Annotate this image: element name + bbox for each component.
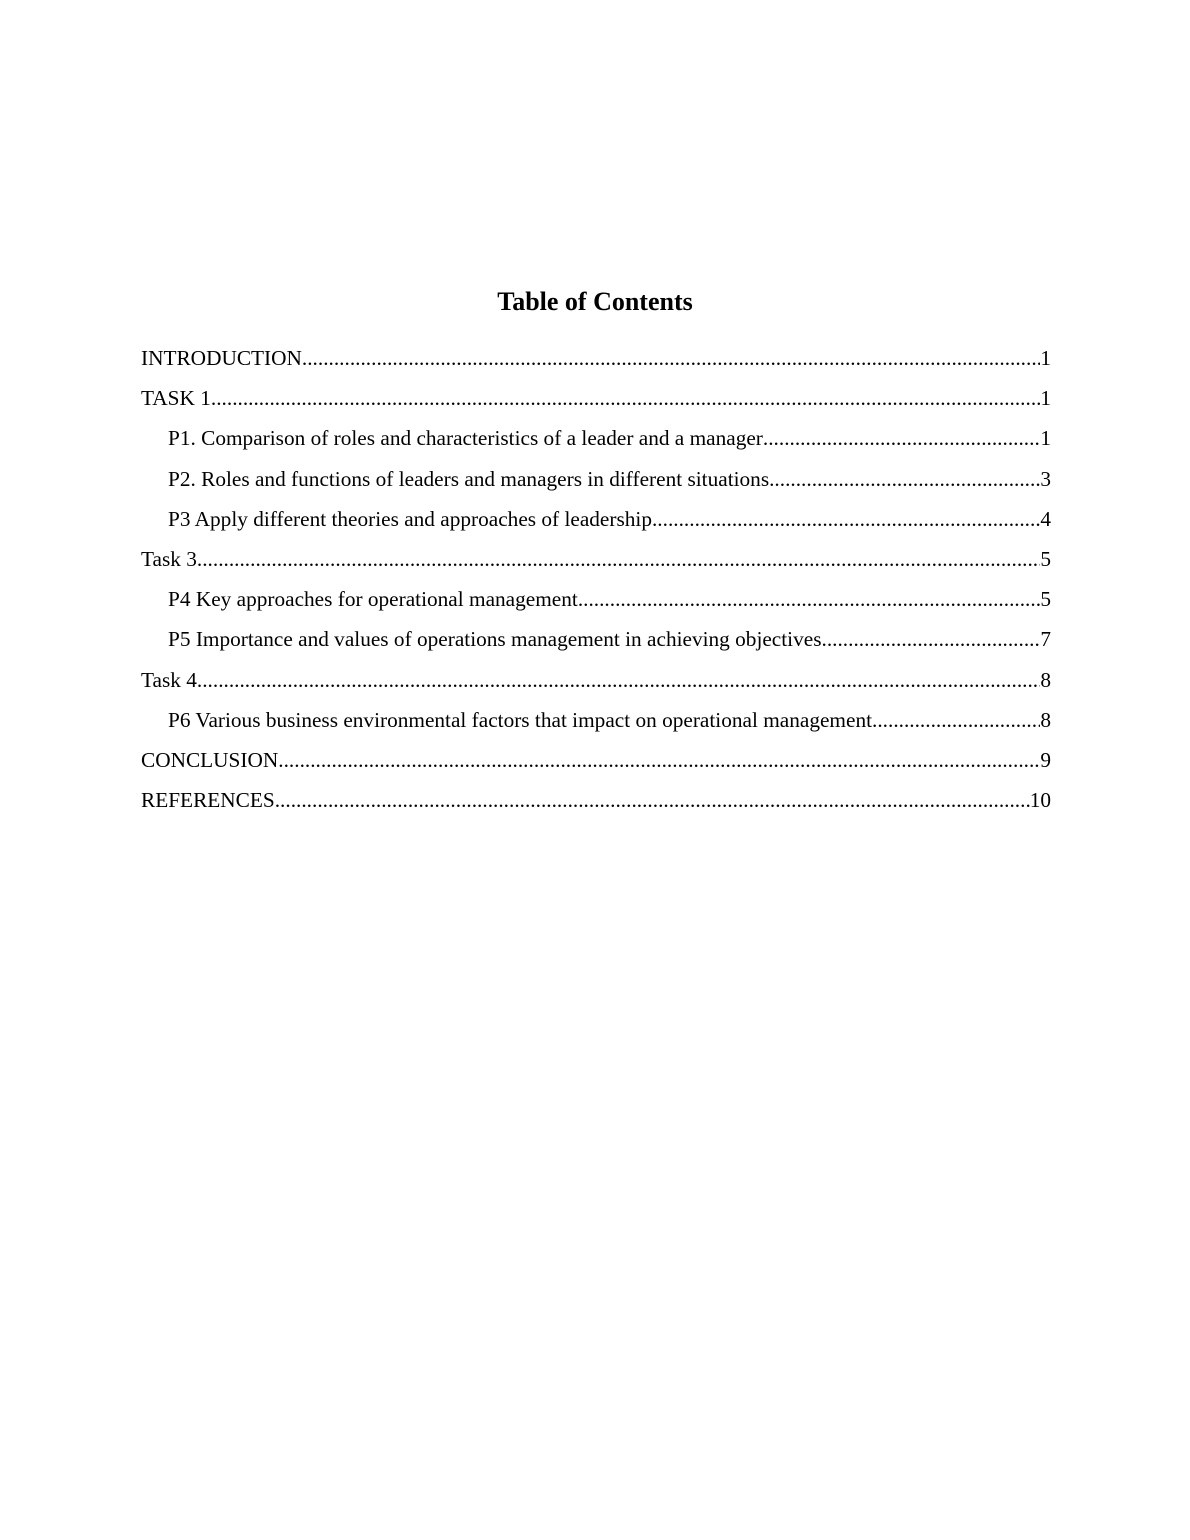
toc-page-number: 5 <box>1040 587 1051 612</box>
dot-leader <box>278 743 1040 777</box>
dot-leader <box>211 381 1040 415</box>
toc-page-number: 5 <box>1040 546 1051 571</box>
toc-entry-p5[interactable] <box>141 622 1051 662</box>
toc-page-number: 4 <box>1040 506 1051 531</box>
dot-leader <box>763 421 1040 455</box>
toc-entry-conclusion[interactable] <box>141 743 1051 783</box>
dot-leader <box>197 542 1040 576</box>
toc-title: Table of Contents <box>497 287 693 316</box>
toc-entry-label: REFERENCES <box>141 788 275 813</box>
dot-leader <box>302 341 1040 375</box>
toc-entry-label: P2. Roles and functions of leaders and managers in different situations <box>168 466 770 491</box>
toc-page-number: 8 <box>1040 707 1051 732</box>
toc-page-number: 8 <box>1040 667 1051 692</box>
toc-entry-references[interactable] <box>141 783 1051 823</box>
toc-entry-label: Task 3 <box>141 546 197 571</box>
toc-entry-p1[interactable] <box>141 421 1051 461</box>
toc-entry-p4[interactable] <box>141 582 1051 622</box>
toc-entry-task-1[interactable] <box>141 381 1051 421</box>
dot-leader <box>275 783 1030 817</box>
toc-entry-p2[interactable] <box>141 462 1051 502</box>
toc-page-number: 9 <box>1040 747 1051 772</box>
dot-leader <box>578 582 1041 616</box>
table-of-contents <box>141 341 1051 823</box>
toc-entry-task-3[interactable] <box>141 542 1051 582</box>
toc-page-number: 7 <box>1040 627 1051 652</box>
toc-page-number: 1 <box>1040 346 1051 370</box>
toc-entry-label: P1. Comparison of roles and characteristics of a leader and a manager <box>168 426 763 451</box>
dot-leader <box>197 663 1040 697</box>
dot-leader <box>652 502 1040 536</box>
toc-entry-label: P6 Various business environmental factors that impact on operational management <box>168 707 873 732</box>
dot-leader <box>769 462 1040 496</box>
toc-page-number: 3 <box>1040 466 1051 491</box>
toc-entry-task-4[interactable] <box>141 663 1051 703</box>
toc-entry-p3[interactable] <box>141 502 1051 542</box>
toc-entry-label: TASK 1 <box>141 386 211 411</box>
toc-entry-introduction[interactable] <box>141 341 1051 381</box>
dot-leader <box>822 622 1041 656</box>
toc-entry-label: CONCLUSION <box>141 747 279 772</box>
toc-entry-p6[interactable] <box>141 703 1051 743</box>
toc-entry-label: Task 4 <box>141 667 197 692</box>
toc-entry-label: P3 Apply different theories and approaches of leadership <box>168 506 652 531</box>
toc-entry-label: INTRODUCTION <box>141 346 302 370</box>
toc-page-number: 1 <box>1040 386 1051 411</box>
toc-entry-label: P4 Key approaches for operational management <box>168 587 578 612</box>
toc-entry-label: P5 Importance and values of operations management in achieving objectives <box>168 627 822 652</box>
toc-page-number: 10 <box>1029 788 1051 813</box>
toc-page-number: 1 <box>1040 426 1051 451</box>
dot-leader <box>872 703 1040 737</box>
